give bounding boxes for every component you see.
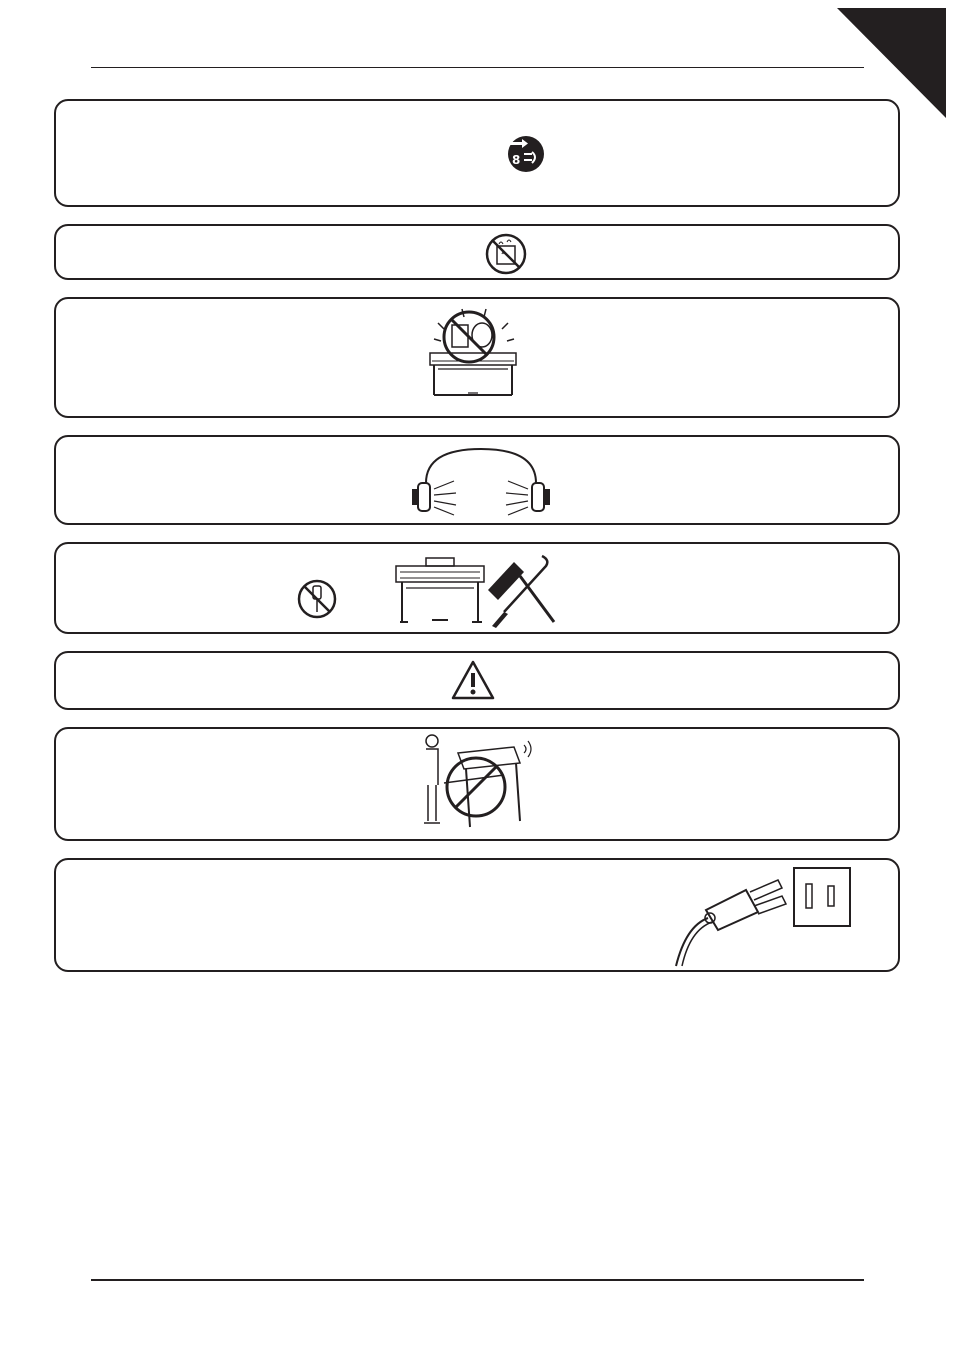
- no-moving-instrument-icon: [414, 723, 538, 839]
- hammer-screwdriver-icon: [484, 552, 558, 630]
- panel-no-moving: [54, 727, 900, 841]
- header-rule: [91, 67, 864, 68]
- warning-triangle-icon: [450, 659, 496, 701]
- digital-piano-icon: [392, 554, 488, 630]
- panel-no-objects: [54, 297, 900, 418]
- unplug-power-icon: [506, 134, 550, 174]
- footer-rule: [91, 1279, 864, 1281]
- headphones-icon: [406, 445, 556, 517]
- panel-no-water: [54, 224, 900, 280]
- no-objects-on-instrument-icon: [422, 303, 526, 407]
- panel-unplug: [54, 99, 900, 207]
- panel-caution: [54, 651, 900, 710]
- no-disassembly-icon: [296, 578, 338, 620]
- panel-headphones: [54, 435, 900, 525]
- svg-text:8: 8: [512, 153, 521, 167]
- panel-no-disassembly: [54, 542, 900, 634]
- no-liquid-prohibition-icon: [484, 232, 528, 276]
- power-plug-outlet-icon: [666, 862, 866, 972]
- panel-polarized-plug: [54, 858, 900, 972]
